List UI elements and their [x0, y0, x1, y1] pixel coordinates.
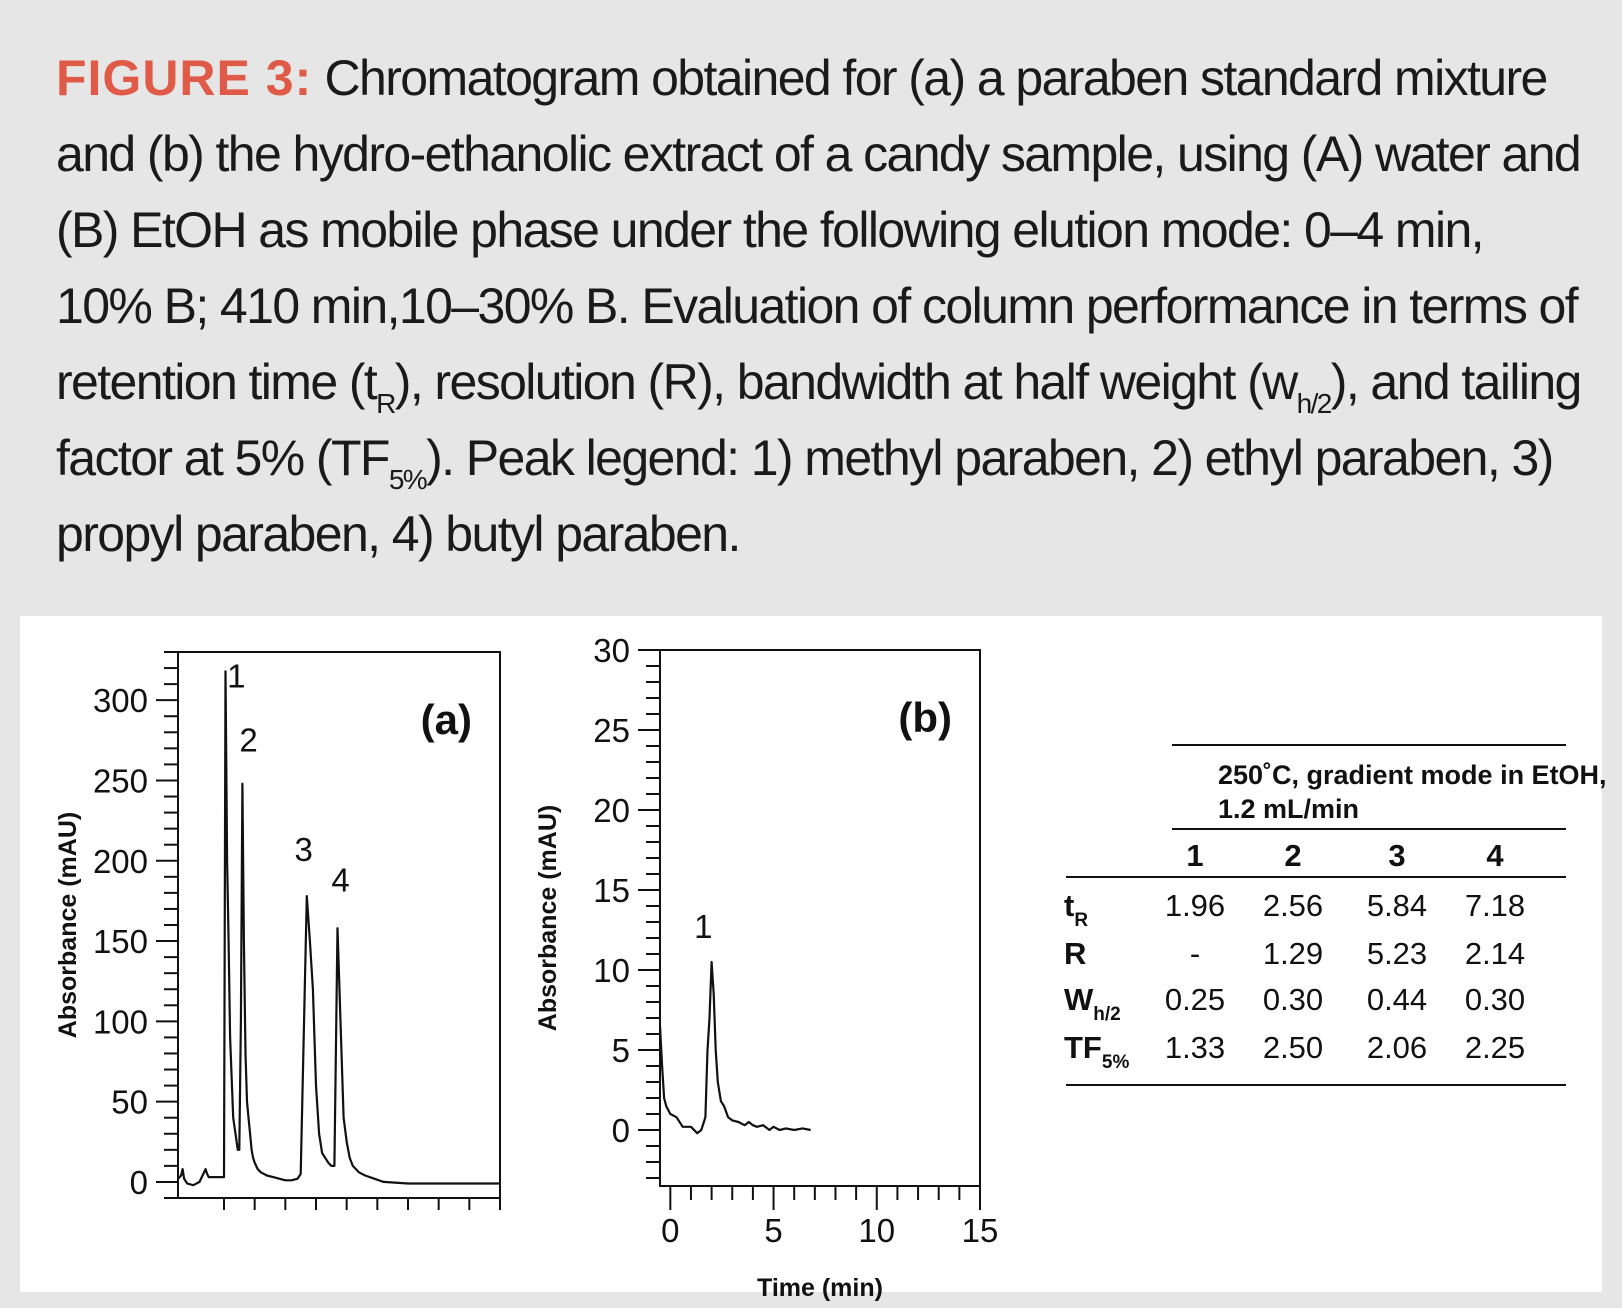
- table-cell: 5.84: [1366, 888, 1428, 923]
- table-cell: 2.25: [1464, 1030, 1526, 1065]
- x-tick-label: 15: [961, 1212, 999, 1249]
- caption-text-4: ). Peak legend: 1) methyl paraben, 2) ethyl paraben, 3) propyl paraben, 4) butyl paraben.: [56, 430, 1553, 562]
- caption-text-3: ), and tailing factor at 5% (TF: [56, 354, 1581, 486]
- caption-text-1: Chromatogram obtained for (a) a paraben standard mixture and (b) the hydro-ethanolic extract of a candy sample, using (A) water and (B) EtOH as mobile phase under the following elution mode: 0–4 min, 10% B; 410 min,10–30% B. Evaluation of column performance in terms of retention time (t: [56, 50, 1581, 410]
- table-cell: 1.33: [1164, 1030, 1226, 1065]
- table-column-header: 2: [1284, 838, 1302, 873]
- y-axis-label: Absorbance (mAU): [54, 811, 82, 1039]
- figure-label: FIGURE 3:: [56, 50, 313, 106]
- table-cell: 2.14: [1464, 936, 1526, 971]
- y-tick-label: 200: [92, 842, 148, 880]
- caption-sub-3: 5%: [388, 464, 427, 495]
- table-cell: 0.44: [1366, 982, 1428, 1017]
- y-axis-label: Absorbance (mAU): [534, 804, 562, 1032]
- table-cell: 2.56: [1262, 888, 1324, 923]
- row-label-sub: 5%: [1101, 1052, 1130, 1073]
- table-column-header: 3: [1388, 838, 1406, 873]
- row-label-main: t: [1064, 888, 1075, 923]
- caption-text-2: ), resolution (R), bandwidth at half weight (w: [394, 354, 1297, 410]
- y-tick-label: 25: [593, 712, 630, 749]
- caption-sub-2: h/2: [1296, 388, 1331, 419]
- x-axis-label: Time (min): [757, 1274, 883, 1302]
- row-label-main: R: [1064, 936, 1087, 971]
- y-tick-label: 30: [593, 632, 630, 669]
- y-tick-label: 0: [129, 1163, 148, 1201]
- row-label-main: W: [1064, 982, 1094, 1017]
- y-tick-label: 250: [92, 762, 148, 800]
- chromatogram-trace: [660, 962, 811, 1133]
- row-label-main: TF: [1064, 1030, 1102, 1065]
- table-column-header: 4: [1486, 838, 1504, 873]
- y-tick-label: 0: [611, 1112, 630, 1149]
- panel-label: (a): [420, 696, 472, 743]
- table-cell: 1.29: [1262, 936, 1324, 971]
- table-title: 250˚C, gradient mode in EtOH, 1.2 mL/min: [1218, 760, 1607, 824]
- y-tick-label: 150: [92, 923, 148, 961]
- y-tick-label: 10: [593, 952, 630, 989]
- peak-label: 1: [227, 657, 246, 695]
- table-column-header: 1: [1186, 838, 1204, 873]
- peak-label: 2: [239, 721, 258, 759]
- y-tick-label: 15: [593, 872, 630, 909]
- y-tick-label: 300: [92, 682, 148, 720]
- x-tick-label: 10: [858, 1212, 896, 1249]
- table-cell: 1.96: [1164, 888, 1226, 923]
- table-cell: -: [1189, 936, 1201, 971]
- peak-label: 3: [294, 830, 313, 868]
- row-label-sub: h/2: [1093, 1004, 1121, 1025]
- table-cell: 0.30: [1262, 982, 1324, 1017]
- table-cell: 5.23: [1366, 936, 1428, 971]
- caption-sub-1: R: [376, 388, 395, 419]
- y-tick-label: 100: [92, 1003, 148, 1041]
- table-cell: 0.30: [1464, 982, 1526, 1017]
- x-tick-label: 0: [661, 1212, 680, 1249]
- peak-label: 1: [694, 908, 713, 945]
- y-tick-label: 20: [593, 792, 630, 829]
- y-tick-label: 5: [611, 1032, 630, 1069]
- x-tick-label: 5: [764, 1212, 783, 1249]
- table-cell: 2.50: [1262, 1030, 1324, 1065]
- table-cell: 7.18: [1464, 888, 1526, 923]
- panel-label: (b): [898, 694, 952, 741]
- table-cell: 0.25: [1164, 982, 1226, 1017]
- row-label-sub: R: [1074, 910, 1089, 931]
- y-tick-label: 50: [111, 1083, 148, 1121]
- table-cell: 2.06: [1366, 1030, 1428, 1065]
- peak-label: 4: [331, 861, 350, 899]
